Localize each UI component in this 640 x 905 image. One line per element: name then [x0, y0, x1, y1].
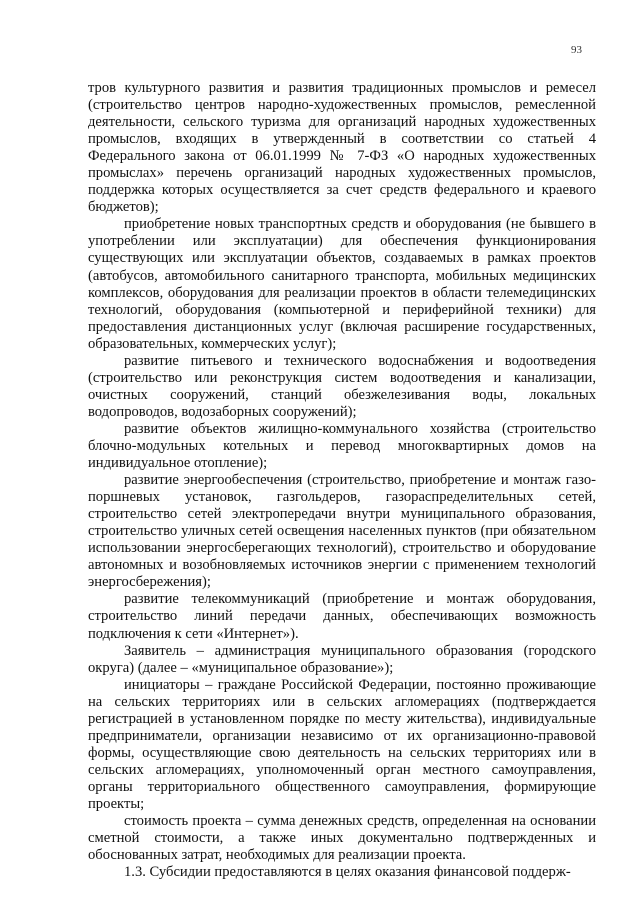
- page-number: 93: [571, 44, 582, 56]
- paragraph-energy-supply: развитие энергообеспечения (строительство, приобретение и монтаж газо-поршневых установок, газгольдеров, газораспределительных сетей, строительство сетей электропередачи внутри муниципального образования, строительство уличных сетей освещения населенных пунктов (при обязательном использовании энергосберегающих технологий), строительство и оборудование автономных и возобновляемых источников энергии с применением технологий энергосбережения);: [88, 472, 596, 591]
- paragraph-transport: приобретение новых транспортных средств и оборудования (не бывшего в употреблении или эксплуатации) для обеспечения функционирования существующих или эксплуатации объектов, создаваемых в рамках проектов (автобусов, автомобильного санитарного транспорта, мобильных медицинских комплексов, оборудования для реализации проектов в области телемедицинских технологий, оборудования (компьютерной и периферийной техники) для предоставления дистанционных услуг (включая расширение государственных, образовательных, коммерческих услуг);: [88, 216, 596, 352]
- paragraph-section-1-3: 1.3. Субсидии предоставляются в целях оказания финансовой поддерж-: [124, 864, 571, 881]
- paragraph-continuation: тров культурного развития и развития традиционных промыслов и ремесел (строительство центров народно-художественных промыслов, ремесленной деятельности, сельского туризма для организаций народных художественных промыслов, входящих в утвержденный в соответствии со статьей 4 Федерального закона от 06.01.1999 № 7-ФЗ «О народных художественных промыслах» перечень организаций народных художественных промыслов, поддержка которых осуществляется за счет средств федерального и краевого бюджетов);: [88, 80, 596, 216]
- paragraph-project-cost-definition: стоимость проекта – сумма денежных средств, определенная на основании сметной стоимости, а также иных документально подтвержденных и обоснованных затрат, необходимых для реализации проекта.: [88, 813, 596, 864]
- paragraph-housing-utilities: развитие объектов жилищно-коммунального хозяйства (строительство блочно-модульных котельных и перевод многоквартирных домов на индивидуальное отопление);: [88, 420, 596, 472]
- paragraph-initiators-definition: инициаторы – граждане Российской Федерации, постоянно проживающие на сельских территориях или в сельских агломерациях (подтверждается регистрацией в установленном порядке по месту жительства), индивидуальные предприниматели, организации независимо от их организационно-правовой формы, осуществляющие свою деятельность на сельских территориях или в сельских агломерациях, уполномоченный орган местного самоуправления, органы территориального общественного самоуправления, формирующие проекты;: [88, 676, 596, 812]
- paragraph-telecommunications: развитие телекоммуникаций (приобретение и монтаж оборудования, строительство линий передачи данных, обеспечивающих возможность подключения к сети «Интернет»).: [88, 591, 596, 642]
- paragraph-applicant-definition: Заявитель – администрация муниципального образования (городского округа) (далее – «муниципальное образование»);: [88, 642, 596, 676]
- document-body: [88, 80, 596, 881]
- paragraph-water-supply: развитие питьевого и технического водоснабжения и водоотведения (строительство или реконструкция систем водоотведения и канализации, очистных сооружений, станций обезжелезивания воды, локальных водопроводов, водозаборных сооружений);: [88, 352, 596, 420]
